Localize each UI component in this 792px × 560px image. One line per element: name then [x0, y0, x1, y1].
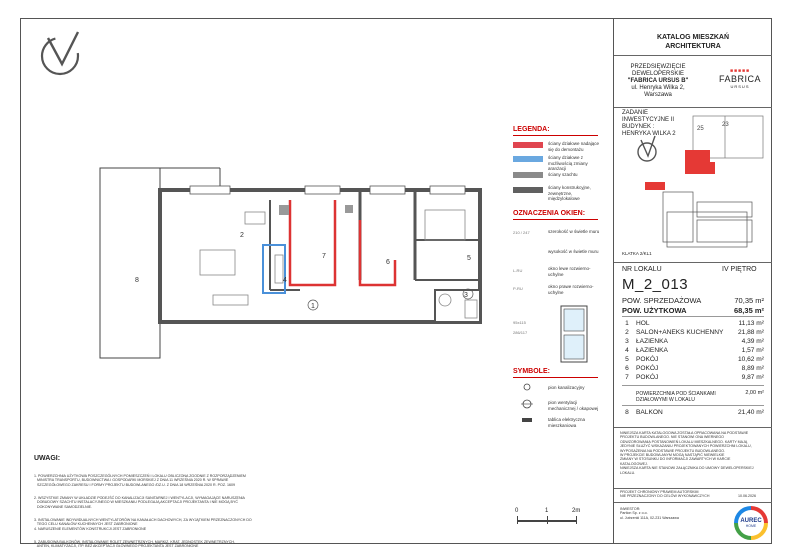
- floor-plan: [95, 160, 500, 370]
- room-label: 4: [283, 277, 287, 284]
- window-code: P-RU: [513, 286, 523, 291]
- date: 10.06.2026: [738, 494, 756, 498]
- window-dim: 286/117: [513, 330, 528, 335]
- room-label: 1: [311, 303, 315, 310]
- room-label: 6: [386, 259, 390, 266]
- window-code: 210 / 247: [513, 230, 530, 235]
- table-row: 4 ŁAZIENKA 1,57 m²: [625, 347, 764, 354]
- stair-label: KLATKA 2/KL1: [622, 251, 652, 256]
- notes-list: 1. POWIERZCHNIA UŻYTKOWA POSZCZEGÓLNYCH POMIESZCZEŃ I LOKALU OBLICZONA ZGODNIE Z ROZPORZĄDZENIEM MINISTRA TRANSPORTU, BUDOWNICTWA I GOSPODARKI MORSKIEJ Z DNIA 11 WRZEŚNIA 2020 R. W SPRAWIE SZCZEGÓŁOWEGO ZAKRESU I FORMY PROJEKTU BUDOWLANEGO /DZ.U. Z DNIA 18 WRZEŚNIA 2020 R. POZ. 1609 2. WSZYSTKIE ZMIANY W UKŁADZIE PODEJŚĆ DO KANALIZACJI SANITARNEJ I WENTYLACJI, WYMAGAJĄCE NARUSZENIA DOBUDOWY SZACHTU INSTALACYJNEGO W MIESZKANIU PODLEGAJĄ AKCEPTACJI PROJEKTANTA I NIE MOGĄ BYĆ DOKONYWANE SAMODZIELNIE. 3. INSTALOWANIE INDYWIDUALNYCH WENTYLATORÓW NA KANAŁACH DACHOWYCH, ZA WYJĄTKIEM PRZEZNACZONYCH DO TEGO CELU KANAŁÓW KUCHENNYCH JEST ZABRONIONE 4. NARUSZENIE ELEMENTÓW KONSTRUKCJI JEST ZABRONIONE 5. ZABUDOWA BALKONÓW, INSTALOWANIE ROLET ZEWNĘTRZNYCH, MARKIZ, KRAT, JEDNOSTEK ZEWNĘTRZNYCH, ANTEN, KLIMATYZACJI, ITP. BEZ AKCEPTACJI GŁÓWNEGO PROJEKTANTA JEST ZABRONIONE: [34, 473, 252, 549]
- aurec-logo: AUREC HOME: [734, 506, 768, 540]
- table-row: 7 POKÓJ 9,87 m²: [625, 374, 764, 381]
- usable-area-label: POW. UŻYTKOWA: [622, 306, 687, 315]
- legend-title: LEGENDA:: [513, 126, 550, 133]
- table-row: 5 POKÓJ 10,62 m²: [625, 356, 764, 363]
- scale-label: 1: [545, 508, 549, 514]
- window-sample-icon: [560, 305, 588, 363]
- architect-logo-icon: [38, 30, 88, 80]
- room-label: 8: [135, 277, 139, 284]
- legend-swatch-red: [513, 142, 543, 148]
- symbol-icons: [518, 382, 538, 427]
- sales-area-value: 70,35 m²: [734, 296, 764, 305]
- window-item-text: okno prawe rozwierno-uchylne: [548, 284, 594, 295]
- legend-swatch-grey: [513, 172, 543, 178]
- unit-number-label: NR LOKALU: [622, 266, 662, 273]
- site-map: [625, 112, 770, 262]
- investor-info: INWESTOR: Partion Sp. z o.o. ul. Jutrzenki 111A, 02-231 Warszawa: [620, 507, 679, 520]
- catalog-title: KATALOG MIESZKAŃ: [656, 34, 730, 41]
- sales-area-label: POW. SPRZEDAŻOWA: [622, 296, 702, 305]
- window-item-text: wysokość w świetle muru: [548, 249, 599, 254]
- symbol-text: pion kanalizacyjny: [548, 385, 585, 390]
- svg-text:25: 25: [697, 126, 704, 132]
- table-row: 3 ŁAZIENKA 4,39 m²: [625, 338, 764, 345]
- window-dim: 95x115: [513, 320, 526, 325]
- partition-area-value: 2,00 m²: [745, 390, 764, 396]
- table-row: 2 SALON+ANEKS KUCHENNY 21,88 m²: [625, 329, 764, 336]
- window-code: L-RU: [513, 268, 523, 273]
- copyright-note: PROJEKT CHRONIONY PRAWEM AUTORSKIM NIE PRZEZNACZONY DO CELÓW WYKONAWCZYCH: [620, 490, 710, 499]
- partition-area-label: POWIERZCHNIA POD ŚCIANKAMI DZIAŁOWYMI W LOKALU: [636, 391, 716, 403]
- svg-text:23: 23: [722, 122, 729, 128]
- window-item-text: okno lewe rozwierno-uchylne: [548, 266, 591, 277]
- catalog-subtitle: ARCHITEKTURA: [665, 43, 721, 50]
- disclaimer-note: NINIEJSZA KARTA KATALOGOWA ZOSTAŁA OPRACOWANA NA PODSTAWIE PROJEKTU BUDOWLANEGO. NIE STANOWI ONA WIERNEGO ODWZOROWANIA POSTANOWIEŃ LOKALU MIESZKALNEGO. KARTY MAJĄ JEDYNIE SŁUŻYĆ WSKAZANIU PROJEKTOWANYCH POWIERZCHNI LOKALU, WYPOSAŻENIA NA PODSTAWIE PROJEKTU BUDOWLANEGO. W PROJEKCIE BUDOWLANYM MOGĄ NASTĄPIĆ NIEWIELKIE ZMIANY W STOSUNKU DO INFORMACJI ZAWARTYCH W KARCIE KATALOGOWEJ. NINIEJSZA KARTA NIE STANOWI ZAŁĄCZNIKA DO UMOWY DEWELOPERSKIEJ LOKALU.: [620, 431, 754, 475]
- legend-item-text: ściany szachtu: [548, 172, 578, 177]
- windows-title: OZNACZENIA OKIEN:: [513, 210, 586, 217]
- scale-label: 2m: [572, 508, 581, 514]
- window-item-text: szerokość w świetle muru: [548, 229, 600, 234]
- floor-label: IV PIĘTRO: [722, 266, 757, 273]
- symbol-text: tablica elektryczna mieszkaniowa: [548, 417, 586, 428]
- symbol-text: pion wentylacji mechanicznej / okapowej: [548, 400, 599, 411]
- notes-title: UWAGI:: [34, 455, 61, 462]
- table-row: 6 POKÓJ 8,89 m²: [625, 365, 764, 372]
- legend-item-text: ściany konstrukcyjne, zewnętrzne, międzylokalowe: [548, 185, 591, 201]
- usable-area-value: 68,35 m²: [733, 306, 764, 315]
- balcony-row: 8 BALKON 21,40 m²: [625, 409, 764, 416]
- room-label: 2: [240, 232, 244, 239]
- unit-code: M_2_013: [622, 276, 689, 293]
- room-label: 3: [464, 292, 468, 299]
- project-info: PRZEDSIĘWZIĘCIE DEWELOPERSKIE "FABRICA URSUS B" ul. Henryka Wilka 2, Warszawa: [627, 64, 689, 98]
- legend-item-text: ściany działowe z możliwością zmiany aranżacji: [548, 155, 588, 171]
- balcony-outline: [100, 168, 160, 358]
- room-label: 7: [322, 253, 326, 260]
- table-row: 1 HOL 11,13 m²: [625, 320, 764, 327]
- demountable-wall: [290, 200, 335, 285]
- fabrica-logo: ■■■■■ FABRICA URSUS: [718, 68, 761, 89]
- legend-swatch-blue: [513, 156, 543, 162]
- legend-item-text: ściany działowe nadające się do demontażu: [548, 141, 600, 152]
- scale-label: 0: [515, 508, 519, 514]
- changeable-partition: [263, 245, 285, 293]
- legend-swatch-dark: [513, 187, 543, 193]
- room-label: 5: [467, 255, 471, 262]
- symbols-title: SYMBOLE:: [513, 368, 550, 375]
- task-info: ZADANIE INWESTYCYJNE II BUDYNEK : HENRYKA WILKA 2: [622, 110, 676, 137]
